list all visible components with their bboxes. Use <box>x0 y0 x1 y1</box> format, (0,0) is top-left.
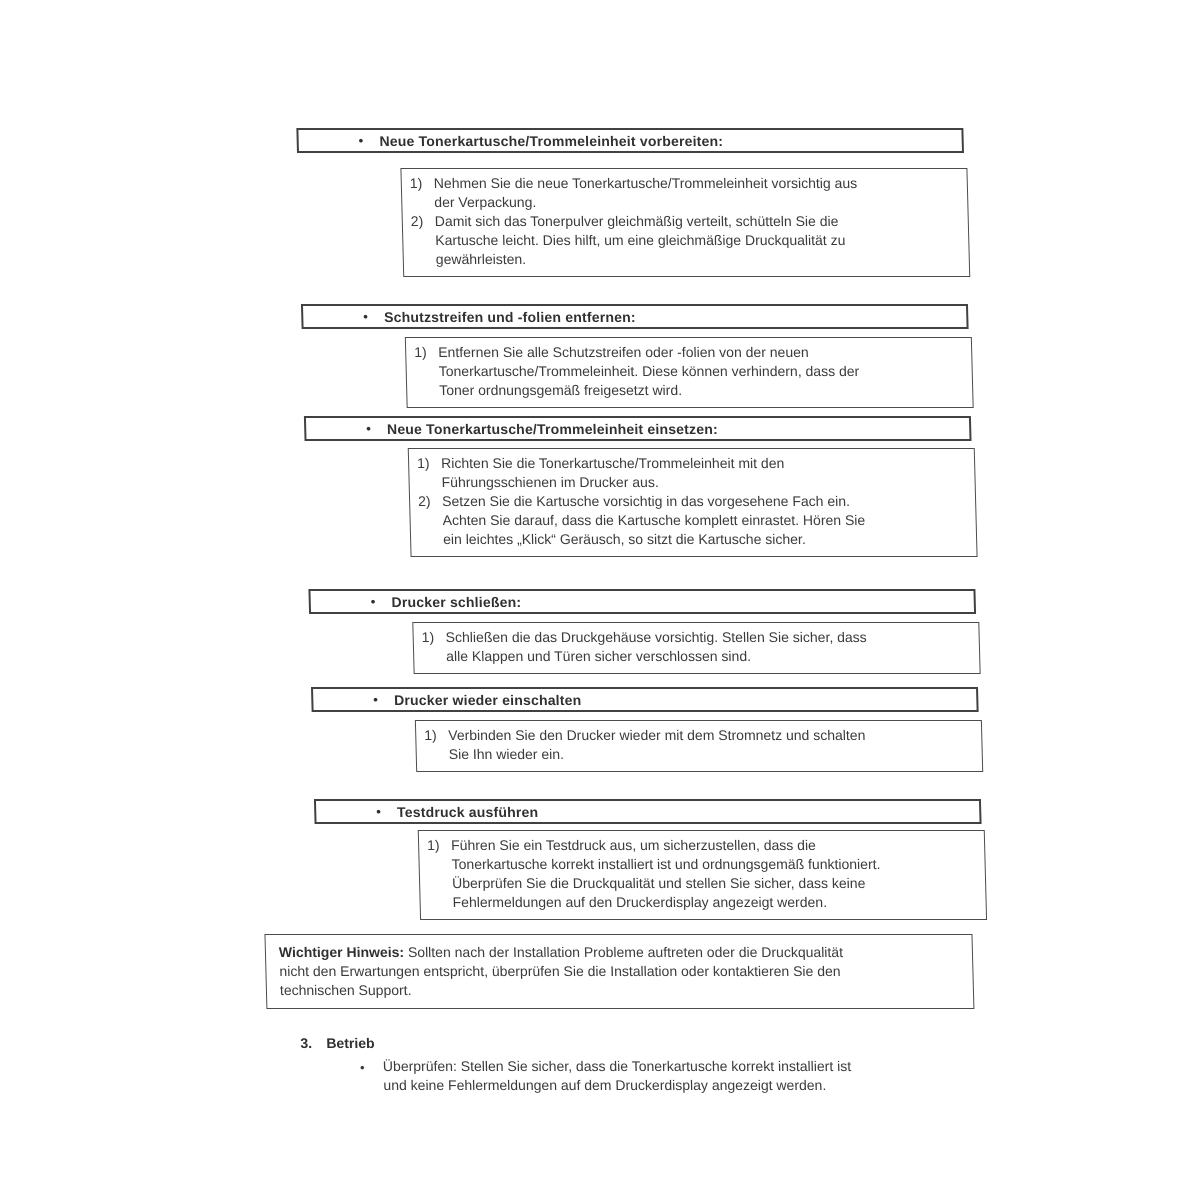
bullet-icon: • <box>373 692 379 707</box>
item-number: 1) <box>414 344 427 360</box>
bullet-icon: • <box>370 594 376 609</box>
footer-list-item <box>360 1057 1200 1095</box>
notice-label: Wichtiger Hinweis: <box>278 944 405 960</box>
list-item <box>421 628 973 666</box>
item-number: 2) <box>410 213 424 229</box>
step-section-einschalten <box>311 687 980 772</box>
section-number: 3. <box>300 1035 313 1051</box>
item-text: Richten Sie die Tonerkartusche/Trommeleinheit mit den Führungsschienen im Drucker aus. <box>440 455 785 490</box>
bullet-icon: • <box>363 309 369 324</box>
step-body-box <box>412 622 980 674</box>
operation-section <box>300 1034 1200 1095</box>
step-body-box <box>405 337 974 408</box>
notice-text: Sollten nach der Installation Probleme auftreten oder die Druckqualität nicht den Erwartungen entspricht, überprüfen Sie die Installation oder kontaktieren Sie den technischen Support. <box>279 944 844 998</box>
list-item <box>411 212 963 269</box>
step-header-box <box>304 416 972 441</box>
item-text: Verbinden Sie den Drucker wieder mit dem Stromnetz und schalten Sie Ihn wieder ein. <box>448 727 866 762</box>
item-number: 1) <box>426 837 440 853</box>
step-title: Drucker wieder einschalten <box>393 691 582 708</box>
step-title: Testdruck ausführen <box>396 803 539 820</box>
item-text: Damit sich das Tonerpulver gleichmäßig verteilt, schütteln Sie die Kartusche leicht. Dies hilft, um eine gleichmäßige Druckqualität zu gewährleisten. <box>434 213 846 267</box>
step-title: Schutzstreifen und -folien entfernen: <box>383 308 636 325</box>
bullet-icon: • <box>376 804 382 819</box>
step-body-box <box>400 168 970 277</box>
notice-box <box>264 934 974 1009</box>
bullet-icon: • <box>358 133 364 148</box>
step-body-box <box>418 830 987 920</box>
item-number: 2) <box>417 493 431 509</box>
bullet-icon: • <box>359 1060 365 1075</box>
item-number: 1) <box>416 455 430 471</box>
list-item <box>418 492 970 549</box>
item-text: Entfernen Sie alle Schutzstreifen oder -folien von der neuen Tonerkartusche/Trommeleinheit. Diese können verhindern, dass der Toner ordnungsgemäß freigesetzt wird. <box>438 344 860 398</box>
item-text: Führen Sie ein Testdruck aus, um sicherzustellen, dass die Tonerkartusche korrekt installiert ist und ordnungsgemäß funktioniert. Überprüfen Sie die Druckqualität und stellen Sie sicher, dass keine Fehlermeldungen auf den Druckerdisplay angezeigt werden. <box>450 837 881 910</box>
step-header-box <box>296 128 964 153</box>
step-title: Drucker schließen: <box>391 593 522 610</box>
section-heading <box>300 1034 1200 1053</box>
step-header-box <box>301 304 969 329</box>
item-text: Setzen Sie die Kartusche vorsichtig in das vorgesehene Fach ein. Achten Sie darauf, dass die Kartusche komplett einrastet. Hören Sie ein leichtes „Klick“ Geräusch, so sitzt die Kartusche sicher. <box>441 493 866 547</box>
list-item <box>424 726 976 764</box>
list-item <box>410 174 962 212</box>
step-header-box <box>311 687 979 712</box>
step-section-vorbereiten <box>296 128 967 277</box>
step-body-box <box>415 720 983 772</box>
step-section-einsetzen <box>304 416 975 557</box>
item-number: 1) <box>409 175 423 191</box>
item-text: Überprüfen: Stellen Sie sicher, dass die Tonerkartusche korrekt installiert ist und keine Fehlermeldungen auf dem Druckerdisplay angezeigt werden. <box>382 1058 852 1093</box>
item-text: Nehmen Sie die neue Tonerkartusche/Trommeleinheit vorsichtig aus der Verpackung. <box>433 175 858 210</box>
bullet-icon: • <box>366 421 372 436</box>
step-section-schliessen <box>308 589 977 674</box>
step-title: Neue Tonerkartusche/Trommeleinheit einsetzen: <box>386 420 719 437</box>
item-number: 1) <box>421 629 435 645</box>
step-section-testdruck <box>314 799 984 920</box>
step-header-box <box>308 589 976 614</box>
step-title: Neue Tonerkartusche/Trommeleinheit vorbereiten: <box>379 132 724 149</box>
step-body-box <box>408 448 978 557</box>
item-number: 1) <box>424 727 437 743</box>
step-section-schutzstreifen <box>301 304 971 408</box>
list-item <box>414 343 966 400</box>
section-title: Betrieb <box>326 1035 375 1051</box>
step-header-box <box>314 799 982 824</box>
list-item <box>417 454 969 492</box>
list-item <box>427 836 980 912</box>
item-text: Schließen die das Druckgehäuse vorsichtig. Stellen Sie sicher, dass alle Klappen und Türen sicher verschlossen sind. <box>445 629 867 664</box>
